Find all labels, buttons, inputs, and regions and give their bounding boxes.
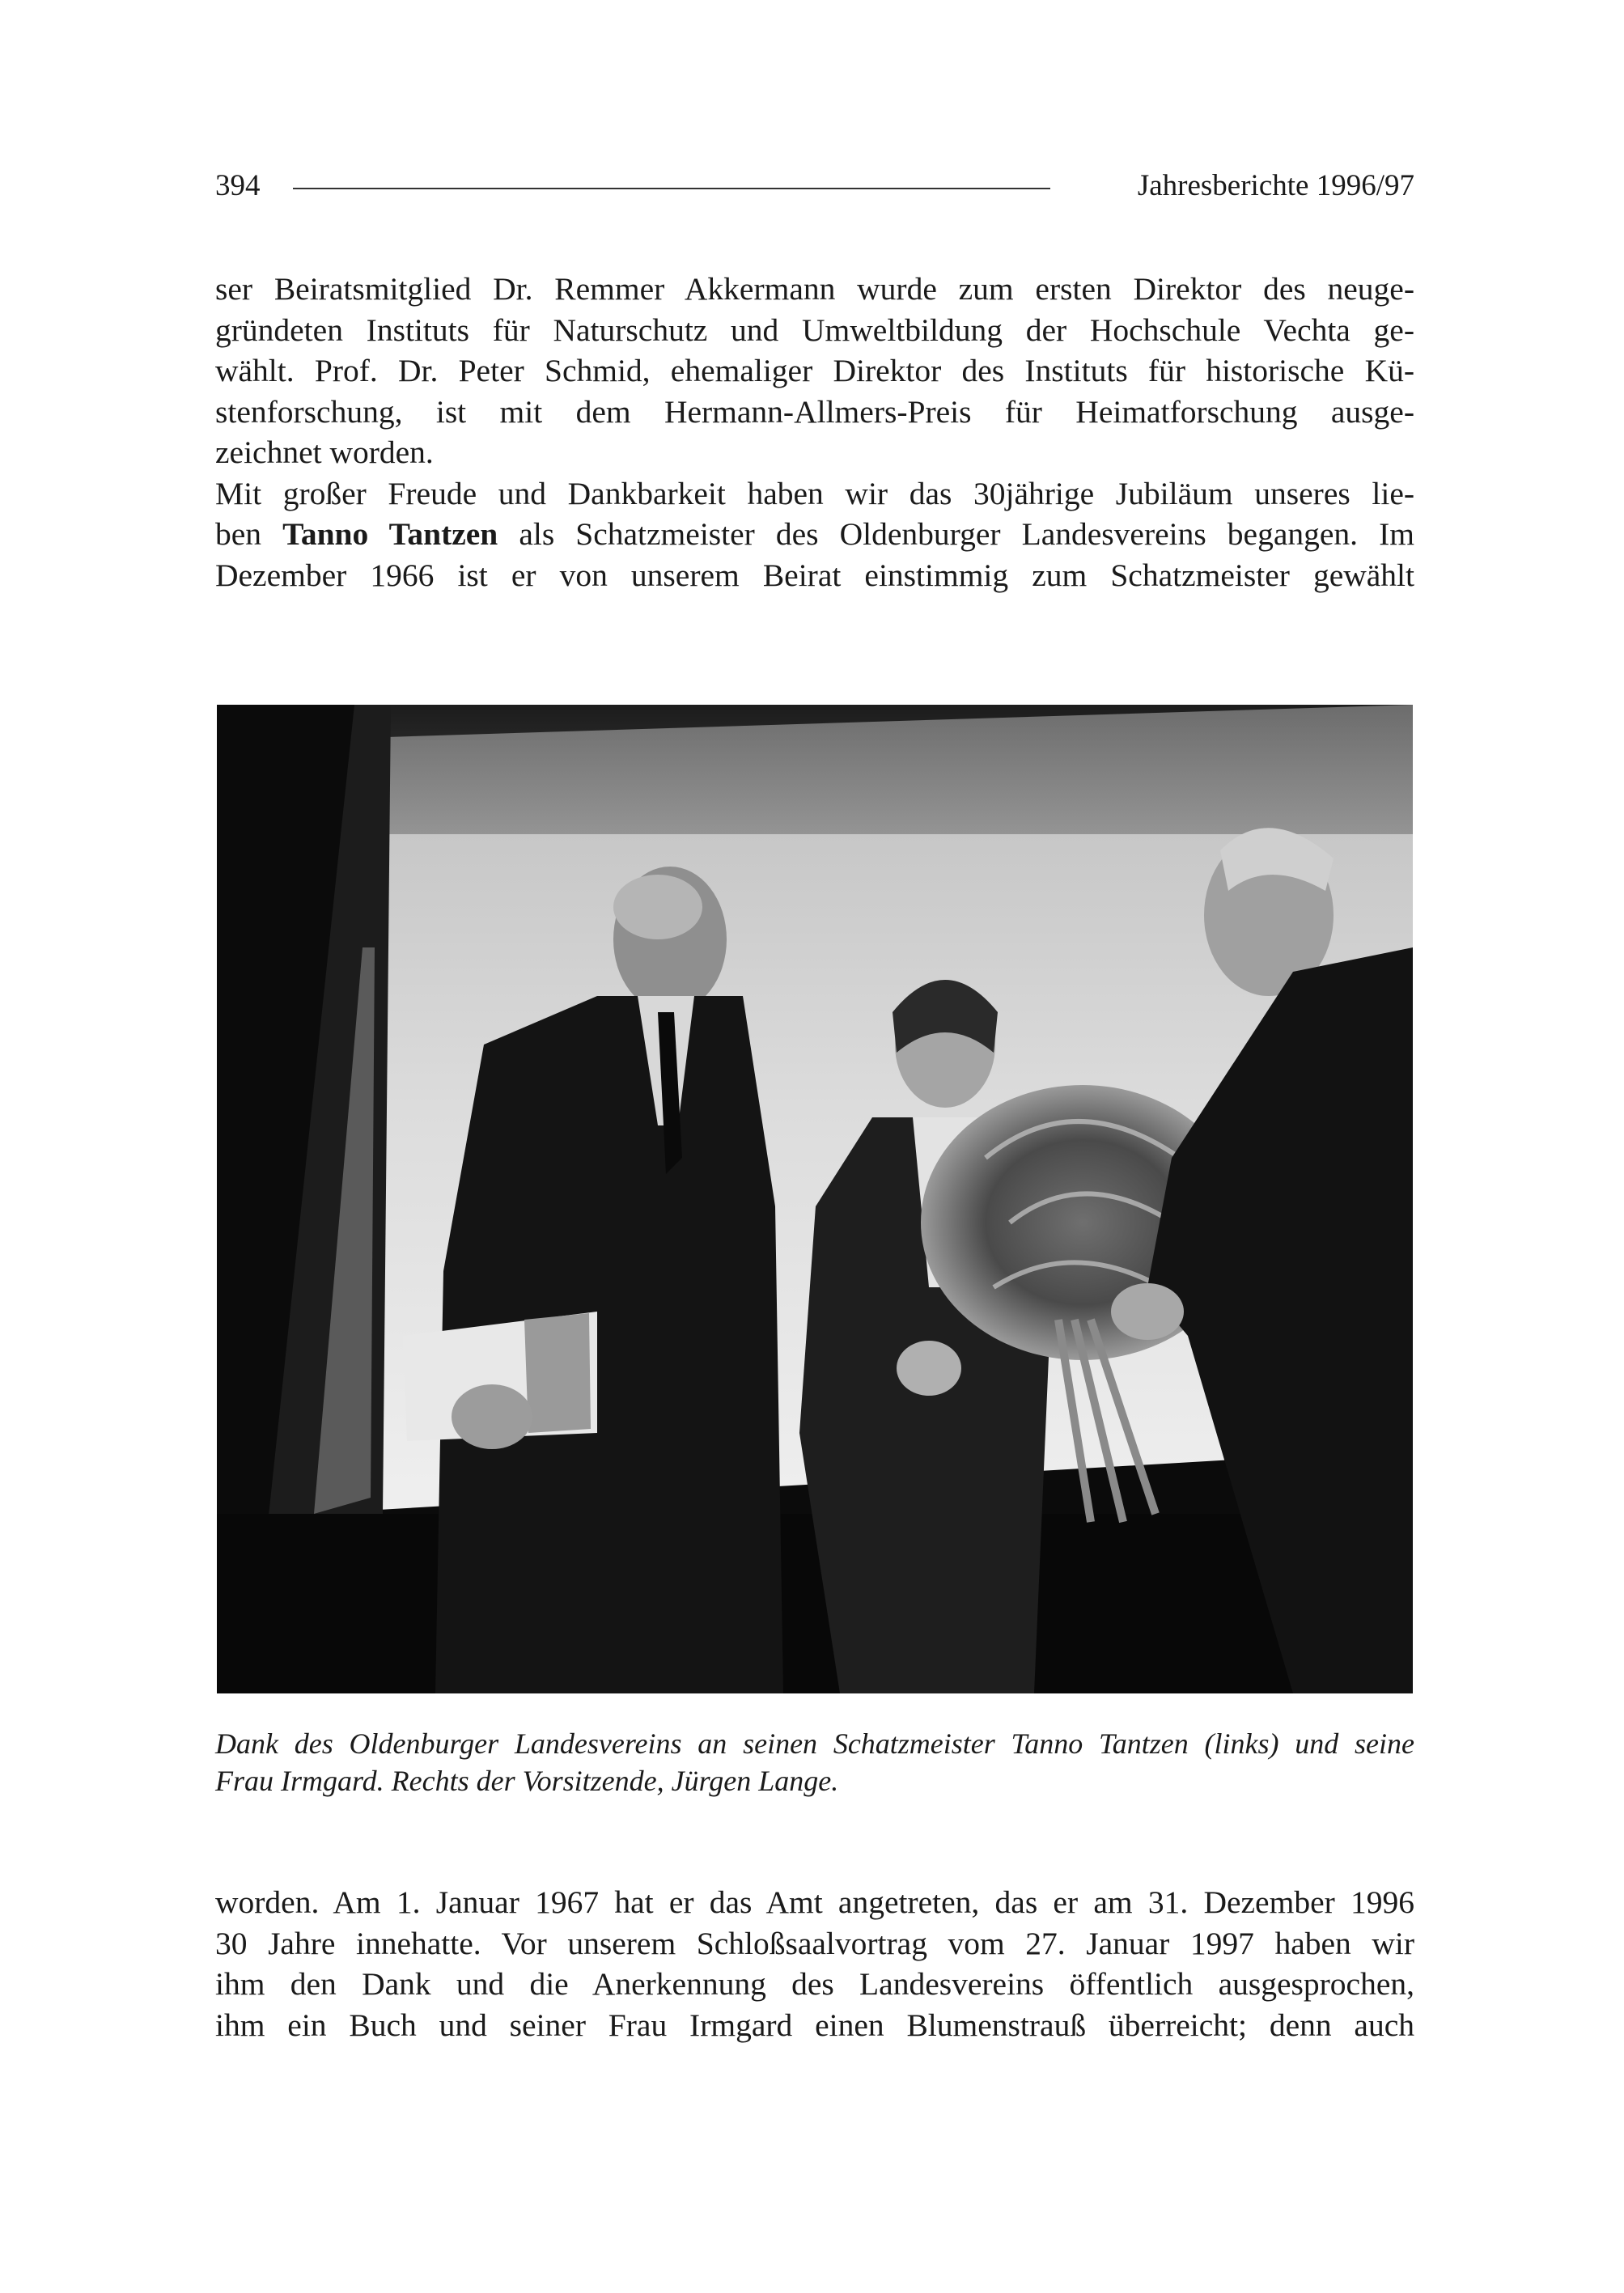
text-line: ihm ein Buch und seiner Frau Irmgard einen Blumenstrauß überreicht; denn auch: [215, 2007, 1414, 2043]
page-header: [215, 168, 1414, 204]
text-line: zeichnet worden.: [215, 434, 434, 470]
header-rule: [293, 188, 1050, 189]
text-line: gründeten Instituts für Naturschutz und Umweltbildung der Hochschule Vechta ge-: [215, 312, 1414, 348]
text-line: worden. Am 1. Januar 1967 hat er das Amt angetreten, das er am 31. Dezember 1996: [215, 1884, 1414, 1920]
text-line: Mit großer Freude und Dankbarkeit haben wir das 30jährige Jubiläum unseres lie-: [215, 475, 1414, 511]
text-line: Dezember 1966 ist er von unserem Beirat einstimmig zum Schatzmeister gewählt: [215, 557, 1414, 593]
text-line: ser Beiratsmitglied Dr. Remmer Akkermann wurde zum ersten Direktor des neuge-: [215, 271, 1414, 307]
text-line: ihm den Dank und die Anerkennung des Landesvereins öffentlich ausgesprochen,: [215, 1966, 1414, 2002]
photo-caption: [215, 1725, 1414, 1799]
text-fragment: ben: [215, 516, 283, 552]
text-line-with-name: [215, 514, 1414, 555]
text-line: wählt. Prof. Dr. Peter Schmid, ehemaliger Direktor des Instituts für historische Kü-: [215, 353, 1414, 388]
page-number: 394: [215, 169, 261, 202]
photo: [217, 705, 1413, 1693]
bold-name-tanno-tantzen: Tanno Tantzen: [282, 516, 498, 552]
text-line: stenforschung, ist mit dem Hermann-Allmers-Preis für Heimatforschung ausge-: [215, 393, 1414, 430]
text-block-top: [215, 269, 1414, 596]
text-block-bottom: [215, 1882, 1414, 2045]
caption-line: Frau Irmgard. Rechts der Vorsitzende, Jürgen Lange.: [215, 1765, 839, 1797]
running-title: Jahresberichte 1996/97: [1137, 169, 1414, 202]
text-line: 30 Jahre innehatte. Vor unserem Schloßsaalvortrag vom 27. Januar 1997 haben wir: [215, 1925, 1414, 1961]
caption-line: Dank des Oldenburger Landesvereins an seinen Schatzmeister Tanno Tantzen (links) und seine: [215, 1727, 1414, 1760]
text-fragment: als Schatzmeister des Oldenburger Landesvereins begangen. Im: [498, 516, 1414, 552]
